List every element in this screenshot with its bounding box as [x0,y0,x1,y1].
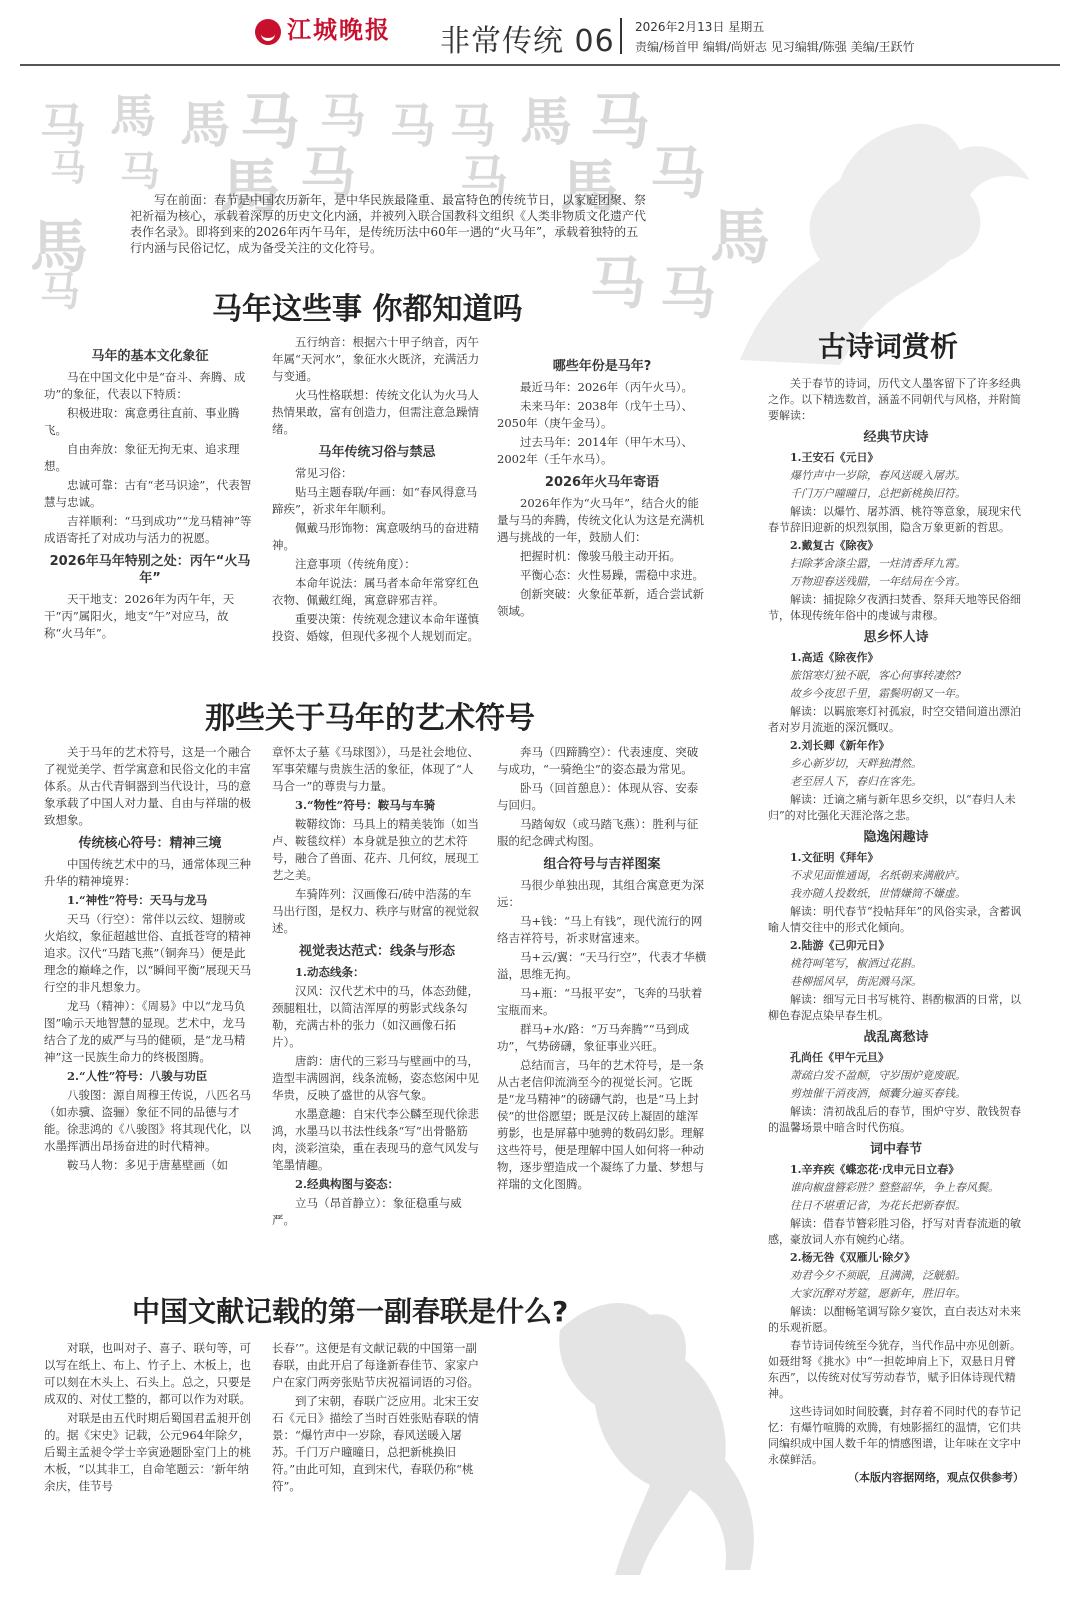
subheading: 词中春节 [869,1142,922,1157]
paragraph: 天干地支：2026年为丙午年，天干“丙”属阳火，地支“午”对应马，故称“火马年”。 [44,592,235,640]
paragraph: 龙马（精神）：《周易》中以“龙马负图”喻示天地智慧的显现。艺术中，龙马结合了龙的威严与马的健硕，是“龙马精神”这一民族生命力的终极图腾。 [44,999,246,1064]
decor-glyph: 馬 [30,213,89,281]
paragraph: 马在中国文化中是“奋斗、奔腾、成功”的象征，代表以下特质： [44,370,246,401]
poetry-column [768,376,1024,1488]
paragraph: 注意事项（传统角度）： [295,557,416,571]
paragraph: 中国传统艺术中的马，通常体现三种升华的精神境界： [44,857,251,888]
decor-glyph: 馬 [520,92,573,153]
section-title: 非常传统 06 [440,24,615,59]
paragraph: 平衡心态：火性易躁，需稳中求进。 [520,568,704,582]
decor-glyph: 马 [240,88,300,158]
paragraph: 水墨意趣：自宋代李公麟至现代徐悲鸿，水墨马以书法性线条“写”出骨骼筋肉，淡彩渲染，重在表现马的意气风发与笔墨情趣。 [272,1107,479,1172]
paragraph: 章怀太子墓《马球图》），马是社会地位、军事荣耀与贵族生活的象征，体现了“人马合一”的尊贵与力量。 [272,745,479,793]
paragraph: 最近马年：2026年（丙午火马）。 [520,380,694,394]
paragraph: 1.“神性”符号：天马与龙马 [67,893,208,907]
decor-glyph: 馬 [110,89,156,143]
paragraph: 关于马年的艺术符号，这是一个融合了视觉美学、哲学寓意和民俗文化的丰富体系。从古代青铜器到当代设计，马的意象承载了中国人对力量、自由与祥瑞的极致想象。 [44,745,251,827]
poem-line: 我亦随人投数纸，世情嫌简不嫌虚。 [790,887,966,900]
horse-silhouette-bottom [500,1290,800,1580]
poem-title: 1.高适《除夜作》 [790,651,879,664]
article1-col1 [44,342,256,644]
paragraph: 关于春节的诗词，历代文人墨客留下了许多经典之作。以下精选数首，涵盖不同朝代与风格，并附简要解读： [768,377,1021,422]
paragraph: 这些诗词如时间胶囊，封存着不同时代的春节记忆：有爆竹喧腾的欢腾，有烛影摇红的温情，它们共同编织成中国人数千年的情感图谱，让年味在文字中永葆鲜活。 [768,1405,1021,1466]
poem-line: 老至居人下，春归在客先。 [790,775,922,788]
newspaper-logo [255,10,391,45]
decor-glyph: 马 [50,147,87,189]
subheading: 马年的基本文化象征 [91,349,209,364]
subheading: 战乱离愁诗 [863,1030,929,1045]
subheading: 马年传统习俗与禁忌 [318,445,436,460]
poem-line: 万物迎春送残腊，一年结局在今宵。 [790,575,966,588]
subheading: 传统核心符号：精神三境 [78,836,222,851]
paragraph: 本命年说法：属马者本命年常穿红色衣物、佩戴红绳，寓意辟邪吉祥。 [272,576,479,607]
paragraph: 马+瓶：“马报平安”，飞奔的马驮着宝瓶而来。 [497,986,703,1017]
subheading: 组合符号与吉祥图案 [543,857,661,872]
paragraph: 重要决策：传统观念建议本命年谨慎投资、婚嫁，但现代多视个人规划而定。 [272,612,479,643]
subheading: 思乡怀人诗 [863,630,929,645]
poem-line: 故乡今夜思千里，霜鬓明朝又一年。 [790,687,966,700]
logo-icon [255,19,281,45]
article2-col3 [497,744,707,1195]
poem-title: 1.文征明《拜年》 [790,851,879,864]
article2-col1 [44,744,256,1176]
paragraph: 鞍鞯纹饰：马具上的精美装饰（如当卢、鞍毯纹样）本身就是独立的艺术符号，融合了兽面、花卉、几何纹，展现工艺之美。 [272,817,479,882]
decor-glyph: 马 [40,99,86,153]
poem-line: 桃符呵笔写，椒酒过花斟。 [790,957,922,970]
poem-title: 1.辛弃疾《蝶恋花·戊申元日立春》 [790,1163,960,1176]
article1-col3 [497,352,707,622]
decor-glyph: 马 [590,88,650,158]
article1-col2 [272,334,482,647]
article2-col2 [272,744,482,1231]
decor-glyph: 马 [660,261,716,327]
paragraph: 春节诗词传统至今犹存，当代作品中亦见创新。如聂绀弩《挑水》中“一担乾坤肩上下，双悬日月臂东西”，以传统对仗写劳动春节，赋予旧体诗现代精神。 [768,1339,1021,1400]
paragraph: 忠诚可靠：古有“老马识途”，代表智慧与忠诚。 [44,478,252,509]
header-rule [20,64,1060,66]
paragraph: 吉祥顺利：“马到成功”“龙马精神”等成语寄托了对成功与活力的祝愿。 [44,514,252,545]
source-note: （本版内容据网络，观点仅供参考） [848,1471,1024,1484]
poem-line: 千门万户曈曈日，总把新桃换旧符。 [790,487,966,500]
paragraph: 总结而言，马年的艺术符号，是一条从古老信仰流淌至今的视觉长河。它既是“龙马精神”的磅礴气韵，也是“马上封侯”的世俗愿望；既是汉砖上凝固的雄浑剪影，也是屏幕中驰骋的数码幻影。理解这些符号，便是理解中国人如何将一种动物，逐步塑造成一个凝练了力量、梦想与祥瑞的文化图腾。 [497,1058,704,1191]
decor-glyph: 马 [320,89,366,143]
decor-glyph: 馬 [220,153,280,223]
poem-title: 2.刘长卿《新年作》 [790,739,890,752]
paragraph: 3.“物性”符号：鞍马与车骑 [295,798,436,812]
paragraph: 马+钱：“马上有钱”，现代流行的网络吉祥符号，祈求财富速来。 [497,914,703,945]
decor-glyph: 馬 [180,95,230,154]
masthead [0,0,1079,64]
poem-note: 解读：捕捉除夕夜洒扫焚香、祭拜天地等民俗细节，体现传统年俗中的虔诚与肃穆。 [768,593,1021,622]
subheading: 隐逸闲趣诗 [863,830,929,845]
poem-line: 往日不堪重记省，为花长把新春恨。 [790,1199,966,1212]
paragraph: 长春’”。这便是有文献记载的中国第一副春联，由此开启了每逢新春佳节、家家户户在家门两旁张贴节庆祝福词语的习俗。 [272,1341,479,1389]
paragraph: 2.经典构图与姿态： [295,1177,400,1191]
paragraph: 2026年作为“火马年”，结合火的能量与马的奔腾，传统文化认为这是充满机遇与挑战的一年，鼓励人们： [497,496,704,544]
decor-glyph: 馬 [560,153,619,221]
subheading: 经典节庆诗 [863,430,929,445]
poem-title: 2.陆游《己卯元日》 [790,939,890,952]
paragraph: 积极进取：寓意勇往直前、事业腾飞。 [44,406,240,437]
subheading: 视觉表达范式：线条与形态 [298,944,455,959]
paragraph: 马+云/翼：“天马行空”，代表才华横溢，思维无拘。 [497,950,707,981]
poem-note: 解读：借春节簪彩胜习俗，抒写对青春流逝的敏感，豪放词人亦有婉约心绪。 [768,1217,1021,1246]
subheading: 哪些年份是马年? [552,359,652,374]
paragraph: 到了宋朝，春联广泛应用。北宋王安石《元日》描绘了当时百姓张贴春联的情景：“爆竹声中一岁除，春风送暖入屠苏。千门万户曈曈日，总把新桃换旧符。”由此可知，直到宋代，春联仍称“桃符”。 [272,1394,479,1493]
paragraph: 常见习俗： [295,466,353,480]
paragraph: 创新突破：火象征革新，适合尝试新领域。 [497,587,704,618]
poem-line: 巷柳摇风早，街泥溅马深。 [790,975,922,988]
paragraph: 把握时机：像骏马般主动开拓。 [520,549,681,563]
poem-note: 解读：清初战乱后的春节，围炉守岁、散钱贺春的温馨场景中暗含时代伤痕。 [768,1105,1021,1134]
poem-line: 剪烛催干消夜酒，倾囊分遍买春钱。 [790,1087,966,1100]
subheading: 2026年火马年寄语 [544,475,660,490]
poem-note: 解读：以爆竹、屠苏酒、桃符等意象，展现宋代春节辞旧迎新的炽烈氛围，隐含万象更新的哲思。 [768,505,1021,534]
paragraph: 奔马（四蹄腾空）：代表速度、突破与成功，“一骑绝尘”的姿态最为常见。 [497,745,699,776]
paragraph: 过去马年：2014年（甲午木马）、2002年（壬午水马）。 [497,435,694,466]
paragraph: 汉风：汉代艺术中的马，体态劲健，颈腿粗壮，以简洁浑厚的剪影式线条勾勒，充满古朴的张力（如汉画像石拓片）。 [272,984,479,1049]
decor-glyph: 马 [590,251,646,317]
paragraph: 立马（昂首静立）：象征稳重与威严。 [272,1196,462,1227]
poetry-title: 古诗词赏析 [818,330,959,363]
decor-glyph: 马 [300,141,356,207]
decor-glyph: 马 [390,99,436,153]
paragraph: 贴马主题春联/年画：如“春风得意马蹄疾”，祈求年年顺利。 [272,485,478,516]
paragraph: 2.“人性”符号：八骏与功臣 [67,1069,208,1083]
poem-line: 不求见面惟通谒，名纸朝来满敝庐。 [790,869,966,882]
subheading: 2026年马年特别之处：丙午“火马年” [49,554,251,586]
paragraph: 卧马（回首憩息）：体现从容、安泰与回归。 [497,781,699,812]
poem-line: 乡心新岁切，天畔独潸然。 [790,757,922,770]
article3-col1 [44,1340,256,1497]
paragraph: 鞍马人物：多见于唐墓壁画（如 [67,1158,228,1172]
decor-glyph: 马 [120,148,160,195]
paragraph: 唐韵：唐代的三彩马与壁画中的马，造型丰满圆润，线条流畅，姿态悠闲中见华贵，反映了盛世的从容气象。 [272,1054,479,1102]
poem-note: 解读：以羁旅寒灯衬孤寂，时空交错间道出漂泊者对岁月流逝的深沉慨叹。 [768,705,1021,734]
decor-glyph: 马 [450,99,496,153]
paragraph: 未来马年：2038年（戊午土马）、2050年（庚午金马）。 [497,399,694,430]
poem-line: 旅馆寒灯独不眠，客心何事转凄然? [790,669,961,682]
decor-glyph: 马 [650,141,706,207]
article1-title: 马年这些事 你都知道吗 [212,292,523,327]
paragraph: 马很少单独出现，其组合寓意更为深远： [497,878,704,909]
paragraph: 1.动态线条： [295,965,365,979]
poem-note: 解读：迁谪之痛与新年思乡交织，以“春归人未归”的对比强化天涯沦落之悲。 [768,793,1016,822]
paragraph: 车骑阵列：汉画像石/砖中浩荡的车马出行图，是权力、秩序与财富的视觉叙述。 [272,887,479,935]
poem-line: 萧疏白发不盈颠，守岁围炉竟废眠。 [790,1069,966,1082]
paragraph: 马踏匈奴（或马踏飞燕）：胜利与征服的纪念碑式构图。 [497,817,699,848]
issue-date: 2026年2月13日 星期五 [635,20,765,34]
decor-glyph: 馬 [710,203,770,273]
decor-glyph: 马 [460,151,509,207]
poem-line: 大家沉醉对芳筵，愿新年，胜旧年。 [790,1287,966,1300]
paragraph: 天马（行空）：常伴以云纹、翅膀或火焰纹，象征超越世俗、直抵苍穹的精神追求。汉代“马踏飞燕”（铜奔马）便是此理念的巅峰之作，以“瞬间平衡”展现天马行空的非凡想象力。 [44,912,252,994]
poem-title: 2.戴复古《除夜》 [790,539,879,552]
poem-title: 1.王安石《元日》 [790,451,879,464]
article2-title: 那些关于马年的艺术符号 [205,701,535,736]
paragraph: 对联，也叫对子、喜子、联句等，可以写在纸上、布上、竹子上、木板上，也可以刻在木头上、石头上。总之，只要是成双的、对仗工整的，都可以作为对联。 [44,1341,251,1406]
poem-line: 扫除茅舍涤尘嚣，一炷清香拜九霄。 [790,557,966,570]
logo-text: 江城晚报 [287,15,391,44]
paragraph: 自由奔放：象征无拘无束、追求理想。 [44,442,240,473]
decor-glyph: 马 [40,268,80,315]
editor-intro: 写在前面：春节是中国农历新年，是中华民族最隆重、最富特色的传统节日，以家庭团聚、祭祀祈福为核心，承载着深厚的历史文化内涵，并被列入联合国教科文组织《人类非物质文化遗产代表作名录》。即将到来的2026年丙午马年，是传统历法中60年一遇的“火马年”，承载着独特的五行内涵与民俗记忆，成为备受关注的文化符号。 [130,193,647,255]
masthead-divider [620,18,622,54]
poem-line: 谁向椒盘簪彩胜？整整韶华，争上春风鬓。 [790,1181,999,1194]
poem-title: 2.杨无咎《双雁儿·除夕》 [790,1251,916,1264]
article3-col2 [272,1340,482,1497]
poem-note: 解读：明代春节“投帖拜年”的风俗实录，含蓄讽喻人情交往中的形式化倾向。 [768,905,1022,934]
poem-line: 劝君今夕不须眠，且满满，泛觥船。 [790,1269,966,1282]
poem-note: 解读：细写元日书写桃符、斟酌椒酒的日常，以柳色春泥点染早春生机。 [768,993,1021,1022]
article3-title: 中国文献记载的第一副春联是什么? [132,1295,569,1328]
paragraph: 群马+水/路：“万马奔腾”“马到成功”，气势磅礴，象征事业兴旺。 [497,1022,690,1053]
paragraph: 五行纳音：根据六十甲子纳音，丙午年属“天河水”，象征水火既济，充满活力与变通。 [272,335,480,383]
poem-line: 爆竹声中一岁除，春风送暖入屠苏。 [790,469,966,482]
paragraph: 火马性格联想：传统文化认为火马人热情果敢，富有创造力，但需注意急躁情绪。 [272,388,479,436]
poem-note: 解读：以酣畅笔调写除夕宴饮，直白表达对未来的乐观祈愿。 [768,1305,1021,1334]
paragraph: 对联是由五代时期后蜀国君孟昶开创的。据《宋史》记载，公元964年除夕，后蜀主孟昶令学士辛寅逊题卧室门上的桃木板，“以其非工，自命笔题云：‘新年纳余庆，佳节号 [44,1411,251,1493]
poem-title: 孔尚任《甲午元旦》 [790,1051,889,1064]
editor-credits: 责编/杨首甲 编辑/尚妍志 见习编辑/陈强 美编/王跃竹 [635,40,915,54]
paragraph: 八骏图：源自周穆王传说，八匹名马（如赤骥、盗骊）象征不同的品德与才能。徐悲鸿的《八骏图》将其现代化，以水墨挥洒出昂扬奋进的时代精神。 [44,1088,251,1153]
paragraph: 佩戴马形饰物：寓意吸纳马的奋进精神。 [272,521,479,552]
